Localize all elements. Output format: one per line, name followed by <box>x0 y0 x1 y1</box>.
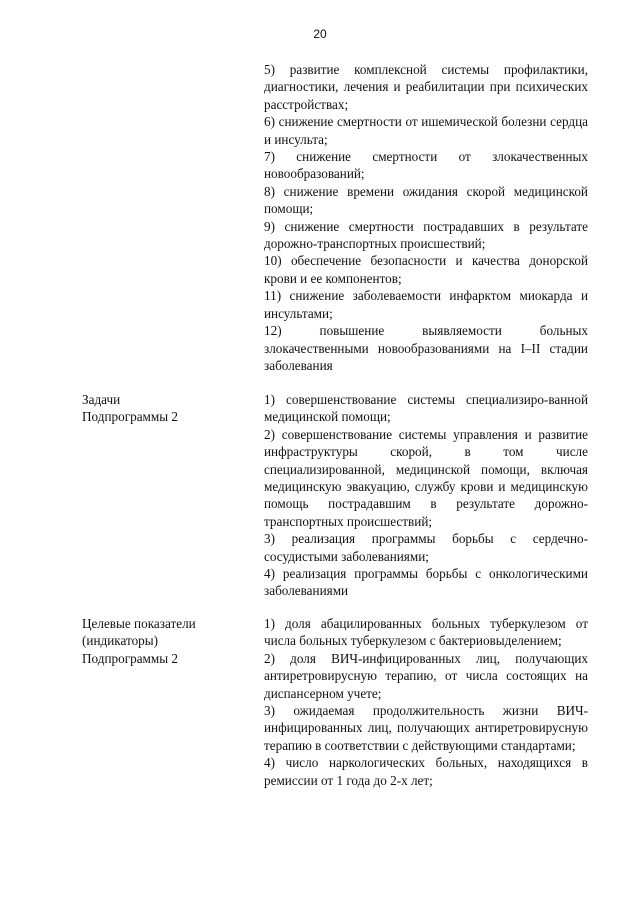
page-number: 20 <box>313 27 327 41</box>
list-item: 1) доля абацилированных больных туберкулезом от числа больных туберкулезом с бактериовыделением; <box>264 616 588 649</box>
label-line: Подпрограммы 2 <box>82 409 178 425</box>
list-item: 4) число наркологических больных, находящихся в ремиссии от 1 года до 2-х лет; <box>264 755 588 788</box>
label-line: Задачи <box>82 392 121 407</box>
list-item: 5) развитие комплексной системы профилактики, диагностики, лечения и реабилитации при психических расстройствах; <box>264 62 588 112</box>
list-item: 3) ожидаемая продолжительность жизни ВИЧ-инфицированных лиц, получающих антиретровирусную терапию в соответствии с действующими стандартами; <box>264 703 588 753</box>
label-line: Целевые показатели <box>82 616 196 631</box>
list-item: 9) снижение смертности пострадавших в результате дорожно-транспортных происшествий; <box>264 218 588 252</box>
list-item: 3) реализация программы борьбы с сердечно-сосудистыми заболеваниями; <box>264 531 588 564</box>
list-item: 11) снижение заболеваемости инфарктом миокарда и инсультами; <box>264 288 588 321</box>
section-content <box>264 61 588 374</box>
section-content <box>264 391 588 600</box>
list-item: 6) снижение смертности от ишемической болезни сердца и инсульта; <box>264 114 588 147</box>
list-item: 8) снижение времени ожидания скорой медицинской помощи; <box>264 183 588 217</box>
list-item: 1) совершенствование системы специализиро-ванной медицинской помощи; <box>264 392 588 425</box>
list-item: 7) снижение смертности от злокачественных новообразований; <box>264 149 588 182</box>
section-label <box>82 391 252 426</box>
label-line: Подпрограммы 2 <box>82 650 178 666</box>
label-line: (индикаторы) <box>82 633 159 649</box>
list-item: 2) доля ВИЧ-инфицированных лиц, получающих антиретровирусную терапию, от числа состоящих на диспансерном учете; <box>264 650 588 701</box>
list-item: 4) реализация программы борьбы с онкологическими заболеваниями <box>264 566 588 599</box>
list-item: 10) обеспечение безопасности и качества донорской крови и ее компонентов; <box>264 253 588 286</box>
section-label <box>82 615 252 667</box>
list-item: 2) совершенствование системы управления и развитие инфраструктуры скорой, в том числе специализированной, медицинской помощи, включая медицинскую эвакуацию, службу крови и медицинскую помощь пострадавшим в результате дорожно-транспортных происшествий; <box>264 426 588 529</box>
section-content <box>264 615 588 789</box>
list-item: 12) повышение выявляемости больных злокачественными новообразованиями на I–II стадии заболевания <box>264 323 588 373</box>
